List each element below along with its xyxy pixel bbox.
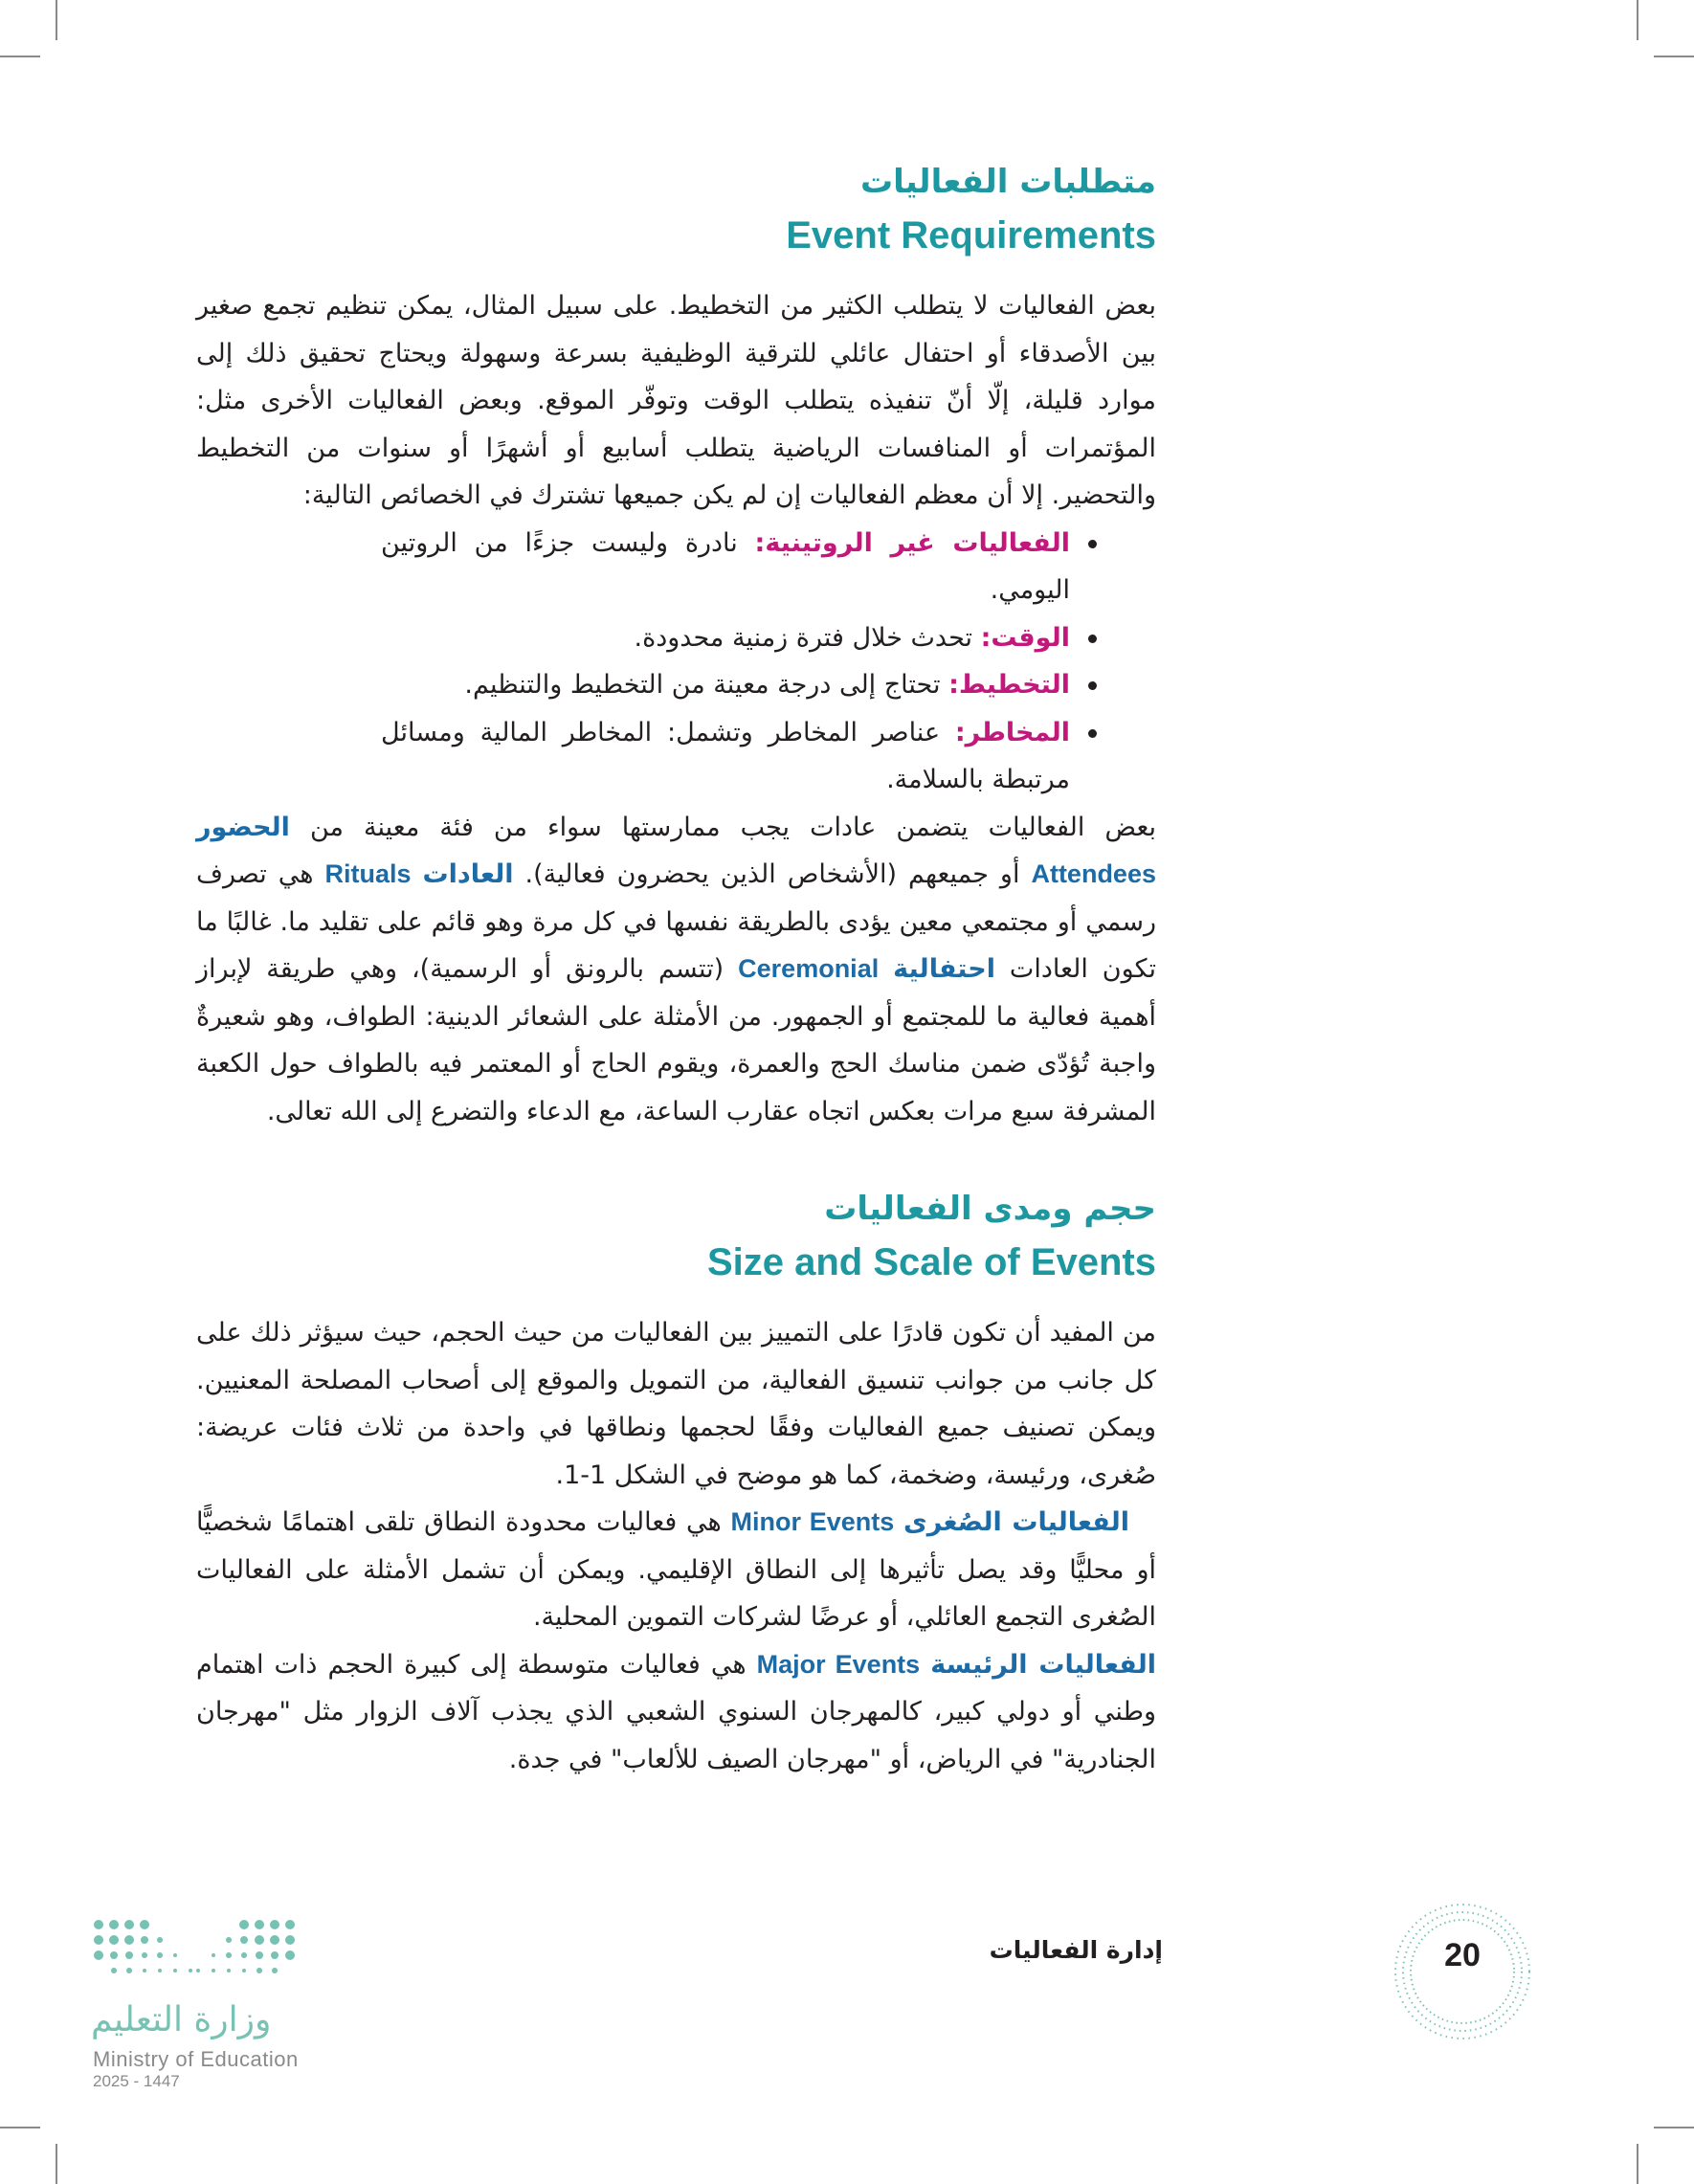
rituals-text: (تتسم بالرونق أو الرسمية)، وهي طريقة لإبراز أهمية فعالية ما للمجتمع أو الجمهور. من الأمثلة على الشعائر الدينية: الطواف، وهو شعيرةٌ واجبة تُؤدّى ضمن مناسك الحج والعمرة، ويقوم الحاج أو المعتمر فيه بالطواف حول الكعبة المشرفة سبع مرات بعكس اتجاه عقارب الساعة، مع الدعاء والتضرع إلى الله تعالى. — [196, 954, 1156, 1126]
crop-mark — [0, 2127, 40, 2128]
ministry-year: 2025 - 1447 — [93, 2072, 180, 2090]
bullet-icon — [1088, 729, 1097, 738]
keyword-minor-ar: الفعاليات الصُغرى — [903, 1507, 1129, 1537]
crop-mark — [0, 56, 40, 57]
bullet-icon — [1088, 681, 1097, 690]
ministry-name-en: Ministry of Education — [93, 2047, 299, 2071]
keyword-ceremonial-en: Ceremonial — [738, 954, 880, 983]
list-item — [381, 661, 1097, 709]
keyword-attendance-en: Attendees — [1031, 859, 1156, 888]
bullet-icon — [1088, 540, 1097, 548]
rituals-text: هي تصرف رسمي أو مجتمعي معين يؤدى بالطريقة نفسها في كل مرة وهو قائم على تقليد ما. غالبًا ما تكون العادات — [196, 859, 1156, 984]
rituals-text: أو جميعهم (الأشخاص الذين يحضرون فعالية). — [513, 859, 1032, 889]
keyword-attendance-ar: الحضور — [196, 812, 290, 842]
bullet-term: الوقت: — [980, 622, 1070, 653]
bullet-text: نادرة وليست جزءًا من الروتين اليومي. — [381, 527, 1070, 605]
list-item — [381, 520, 1097, 614]
intro-paragraph: بعض الفعاليات لا يتطلب الكثير من التخطيط. على سبيل المثال، يمكن تنظيم تجمع صغير بين الأصدقاء أو احتفال عائلي للترقية الوظيفية بسرعة وسهولة ويحتاج تحقيق ذلك إلى موارد قليلة، إلّا أنّ تنفيذه يتطلب الوقت وتوفّر الموقع. وبعض الفعاليات الأخرى مثل: المؤتمرات أو المنافسات الرياضية يتطلب أسابيع أو أشهرًا أو سنوات من التخطيط والتحضير. إلا أن معظم الفعاليات إن لم يكن جميعها تشترك في الخصائص التالية: — [196, 291, 1156, 510]
crop-mark — [56, 0, 57, 40]
keyword-major-ar: الفعاليات الرئيسة — [930, 1649, 1156, 1680]
characteristics-list — [196, 520, 1156, 804]
ministry-name-ar: وزارة التعليم — [91, 2000, 272, 2039]
crop-mark — [1637, 0, 1638, 40]
section-title-en: Size and Scale of Events — [706, 1241, 1156, 1283]
bullet-text: تحتاج إلى درجة معينة من التخطيط والتنظيم. — [464, 670, 949, 700]
rituals-paragraph — [196, 804, 1156, 1136]
list-item — [381, 709, 1097, 804]
keyword-major-en: Major Events — [756, 1649, 921, 1679]
page-content — [196, 158, 1156, 1783]
major-events-paragraph — [196, 1641, 1156, 1784]
bullet-term: المخاطر: — [954, 717, 1070, 747]
bullet-text: عناصر المخاطر وتشمل: المخاطر المالية ومسائل مرتبطة بالسلامة. — [381, 717, 1070, 794]
bullet-icon — [1088, 635, 1097, 643]
size-intro-paragraph: من المفيد أن تكون قادرًا على التمييز بين الفعاليات من حيث الحجم، حيث سيؤثر ذلك على كل جانب من جوانب تنسيق الفعالية، من التمويل والموقع إلى أصحاب المصلحة المعنيين. ويمكن تصنيف جميع الفعاليات وفقًا لحجمها ونطاقها في واحدة من ثلاث فئات عريضة: صُغرى، ورئيسة، وضخمة، كما هو موضح في الشكل 1-1. — [196, 1318, 1156, 1490]
keyword-rituals-en: Rituals — [324, 859, 412, 888]
crop-mark — [1654, 56, 1694, 57]
rituals-text: بعض الفعاليات يتضمن عادات يجب ممارستها سواء من فئة معينة من — [289, 812, 1156, 842]
section-title-ar: متطلبات الفعاليات — [859, 163, 1156, 201]
crop-mark — [56, 2144, 57, 2184]
book-title: إدارة الفعاليات — [989, 1936, 1163, 1964]
bullet-term: التخطيط: — [948, 670, 1070, 700]
bullet-term: الفعاليات غير الروتينية: — [754, 527, 1070, 558]
keyword-rituals-ar: العادات — [422, 859, 514, 889]
keyword-minor-en: Minor Events — [730, 1507, 895, 1536]
minor-events-paragraph — [196, 1499, 1156, 1641]
page-number: 20 — [1444, 1937, 1481, 1973]
minor-text: هي فعاليات محدودة النطاق تلقى اهتمامًا شخصيًّا أو محليًّا وقد يصل تأثيرها إلى النطاق الإقليمي. ويمكن أن تشمل الأمثلة على الفعاليات الصُغرى التجمع العائلي، أو عرضًا لشركات التموين المحلية. — [196, 1507, 1156, 1632]
keyword-ceremonial-ar: احتفالية — [893, 954, 995, 984]
bullet-text: تحدث خلال فترة زمنية محدودة. — [634, 622, 981, 653]
section-title-en: Event Requirements — [786, 214, 1156, 256]
major-text: هي فعاليات متوسطة إلى كبيرة الحجم ذات اهتمام وطني أو دولي كبير، كالمهرجان السنوي الشعبي الذي يجذب آلاف الزوار مثل "مهرجان الجنادرية" في الرياض، أو "مهرجان الصيف للألعاب" في جدة. — [196, 1649, 1156, 1774]
crop-mark — [1654, 2127, 1694, 2128]
crop-mark — [1637, 2144, 1638, 2184]
section-title-ar: حجم ومدى الفعاليات — [824, 1190, 1156, 1228]
list-item — [381, 614, 1097, 662]
